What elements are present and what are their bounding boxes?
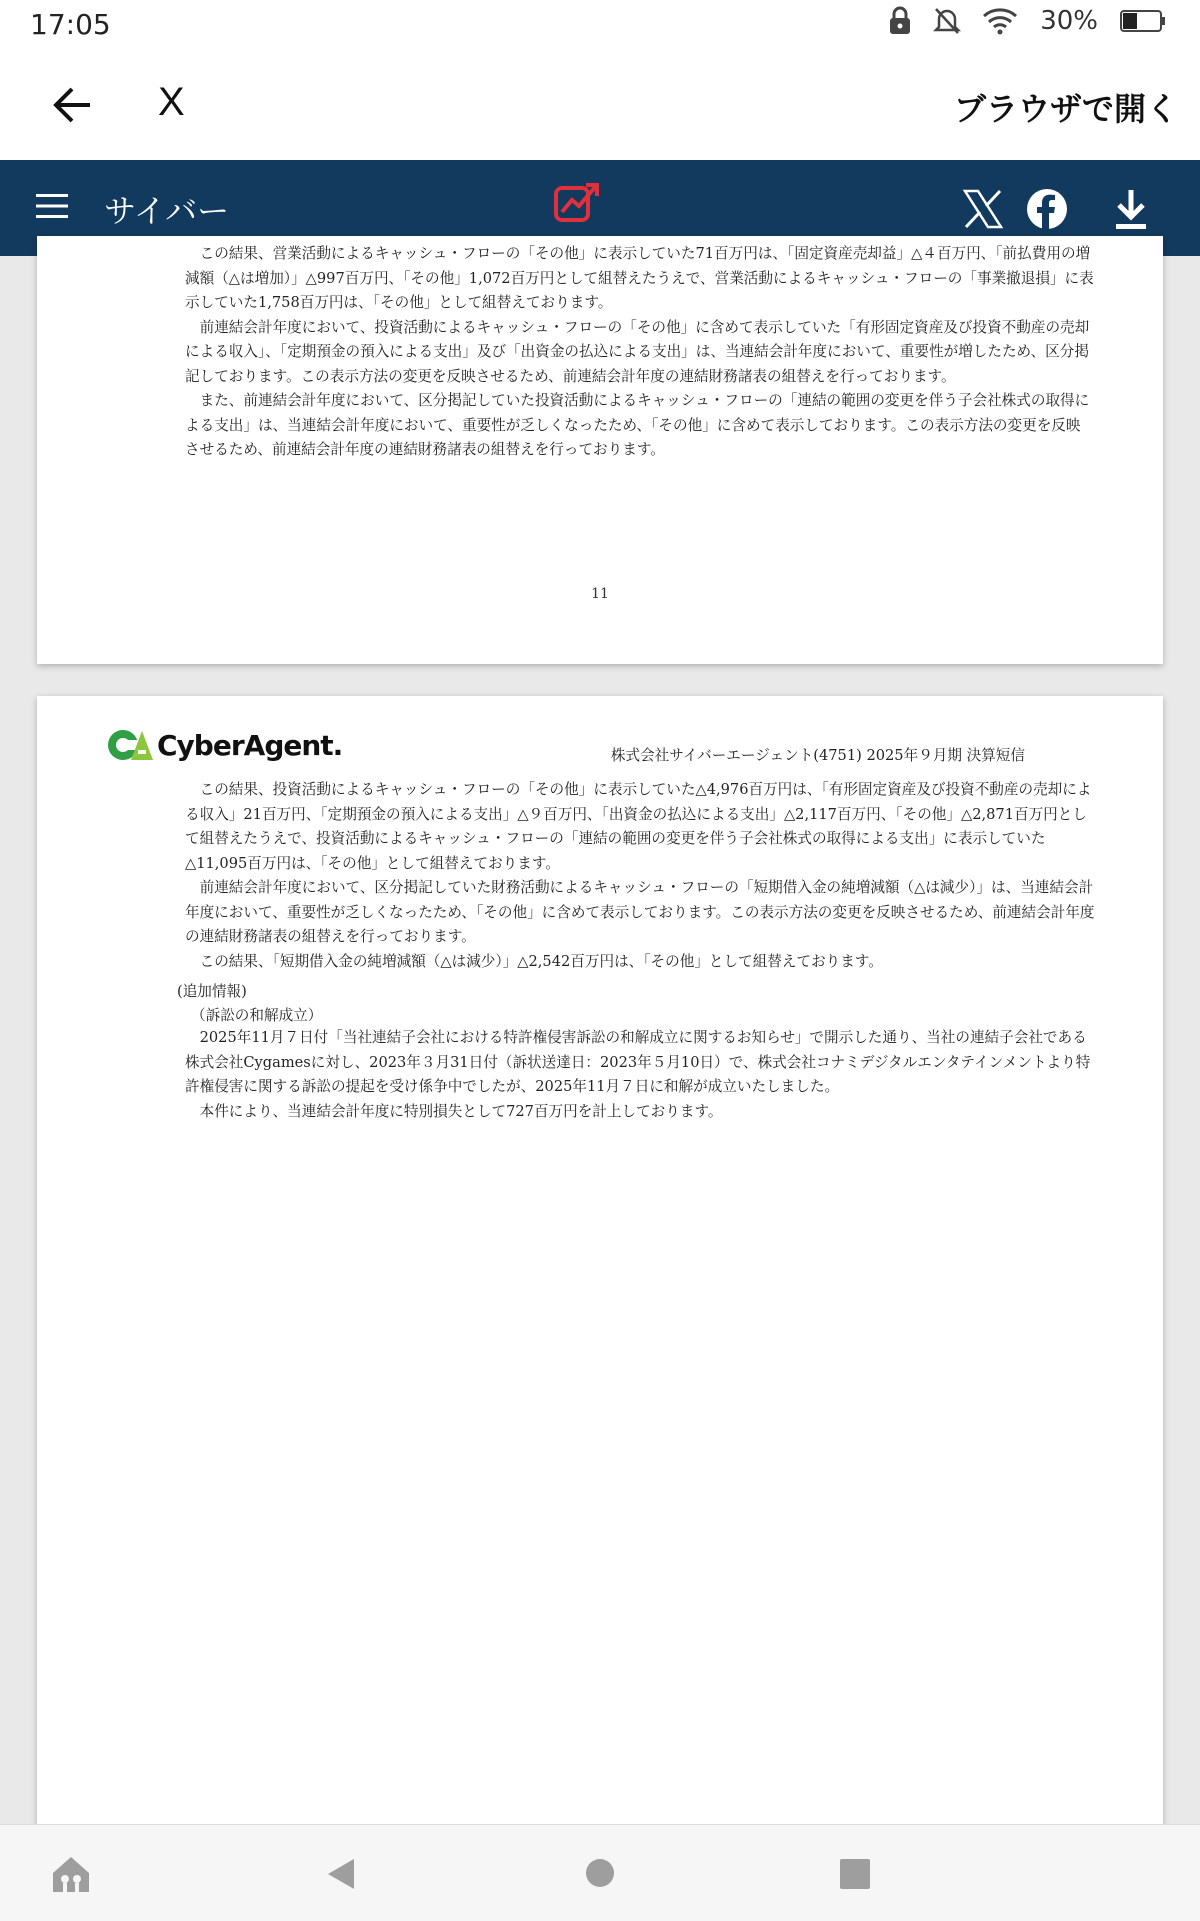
paragraph: 前連結会計年度において、投資活動によるキャッシュ・フローの「その他」に含めて表示していた「有形固定資産及び投資不動産の売却による収入」、「定期預金の預入による支出」及び「出資金の払込による支出」は、当連結会計年度において、重要性が増したため、区分掲記しております。この表示方法の変更を反映させるため、前連結会計年度の連結財務諸表の組替えを行っております。 <box>185 318 1090 385</box>
site-logo-icon[interactable] <box>552 180 602 226</box>
lawsuit-body <box>185 1026 1095 1124</box>
paragraph: この結果、「短期借入金の純増減額（△は減少）」△2,542百万円は、「その他」として組替えております。 <box>199 952 883 970</box>
top-app-bar <box>0 54 1200 160</box>
document-page <box>37 696 1163 1846</box>
back-arrow-icon[interactable] <box>50 82 96 128</box>
paragraph: 2025年11月７日付「当社連結子会社における特許権侵害訴訟の和解成立に関するお知らせ」で開示した通り、当社の連結子会社である株式会社Cygamesに対し、2023年３月31日付（訴状送達日：2023年５月10日）で、株式会社コナミデジタルエンタテインメントより特許権侵害に関する訴訟の提起を受け係争中でしたが、2025年11月７日に和解が成立いたしました。 <box>185 1029 1091 1095</box>
open-in-browser-button[interactable]: ブラウザで開く <box>953 90 1178 128</box>
paragraph: この結果、営業活動によるキャッシュ・フローの「その他」に表示していた71百万円は、「固定資産売却益」△４百万円、「前払費用の増減額（△は増加）」△997百万円、「その他」1,072百万円として組替えたうえで、営業活動によるキャッシュ・フローの「事業撤退損」に表示していた1,758百万円は、「その他」として組替えております。 <box>185 245 1094 311</box>
nav-home-icon[interactable] <box>586 1859 614 1887</box>
cyberagent-logo-icon <box>107 728 153 762</box>
status-bar <box>0 0 1200 54</box>
notifications-off-icon <box>934 7 960 35</box>
status-icons <box>888 6 1166 36</box>
site-title[interactable]: サイバー <box>104 192 230 230</box>
document-page <box>37 236 1163 664</box>
wifi-icon <box>982 7 1018 35</box>
paragraph: 前連結会計年度において、区分掲記していた財務活動によるキャッシュ・フローの「短期借入金の純増減額（△は減少）」は、当連結会計年度において、重要性が乏しくなったため、「その他」に含めて表示しております。この表示方法の変更を反映させるため、前連結会計年度の連結財務諸表の組替えを行っております。 <box>185 879 1095 945</box>
menu-icon[interactable] <box>36 193 68 219</box>
company-logo <box>107 728 342 762</box>
download-icon[interactable] <box>1114 188 1148 230</box>
logo-text: CyberAgent. <box>157 728 343 762</box>
paragraph: また、前連結会計年度において、区分掲記していた投資活動によるキャッシュ・フローの「連結の範囲の変更を伴う子会社株式の取得による支出」は、当連結会計年度において、重要性が乏しくなったため、「その他」に含めて表示しております。この表示方法の変更を反映させるため、前連結会計年度の連結財務諸表の組替えを行っております。 <box>185 392 1090 458</box>
document-header: 株式会社サイバーエージェント(4751) 2025年９月期 決算短信 <box>610 747 1025 764</box>
battery-icon <box>1120 9 1166 33</box>
x-share-icon[interactable] <box>962 188 1004 230</box>
paragraph: この結果、投資活動によるキャッシュ・フローの「その他」に表示していた△4,976百万円は、「有形固定資産及び投資不動産の売却による収入」21百万円、「定期預金の預入による支出」△９百万円、「出資金の払込による支出」△2,117百万円、「その他」△2,871百万円として組替えたうえで、投資活動によるキャッシュ・フローの「連結の範囲の変更を伴う子会社株式の取得による支出」に表示していた△11,095百万円は、「その他」として組替えております。 <box>185 781 1092 872</box>
lock-icon <box>888 6 912 36</box>
nav-recents-icon[interactable] <box>840 1859 870 1889</box>
status-time: 17:05 <box>30 8 111 41</box>
pdf-viewer[interactable] <box>0 245 1200 1824</box>
page1-body <box>185 242 1095 463</box>
system-navigation-bar <box>0 1824 1200 1921</box>
lawsuit-heading: （訴訟の和解成立） <box>191 1007 323 1024</box>
facebook-share-icon[interactable] <box>1026 188 1068 230</box>
nav-back-icon[interactable] <box>326 1857 356 1891</box>
home-launcher-icon[interactable] <box>50 1853 92 1895</box>
paragraph: 本件により、当連結会計年度に特別損失として727百万円を計上しております。 <box>199 1102 723 1120</box>
battery-level: 30% <box>1040 6 1098 36</box>
page-number: 11 <box>591 586 609 602</box>
additional-info-heading: (追加情報) <box>177 983 247 1000</box>
app-title: X <box>158 80 185 124</box>
page2-body <box>185 778 1095 974</box>
